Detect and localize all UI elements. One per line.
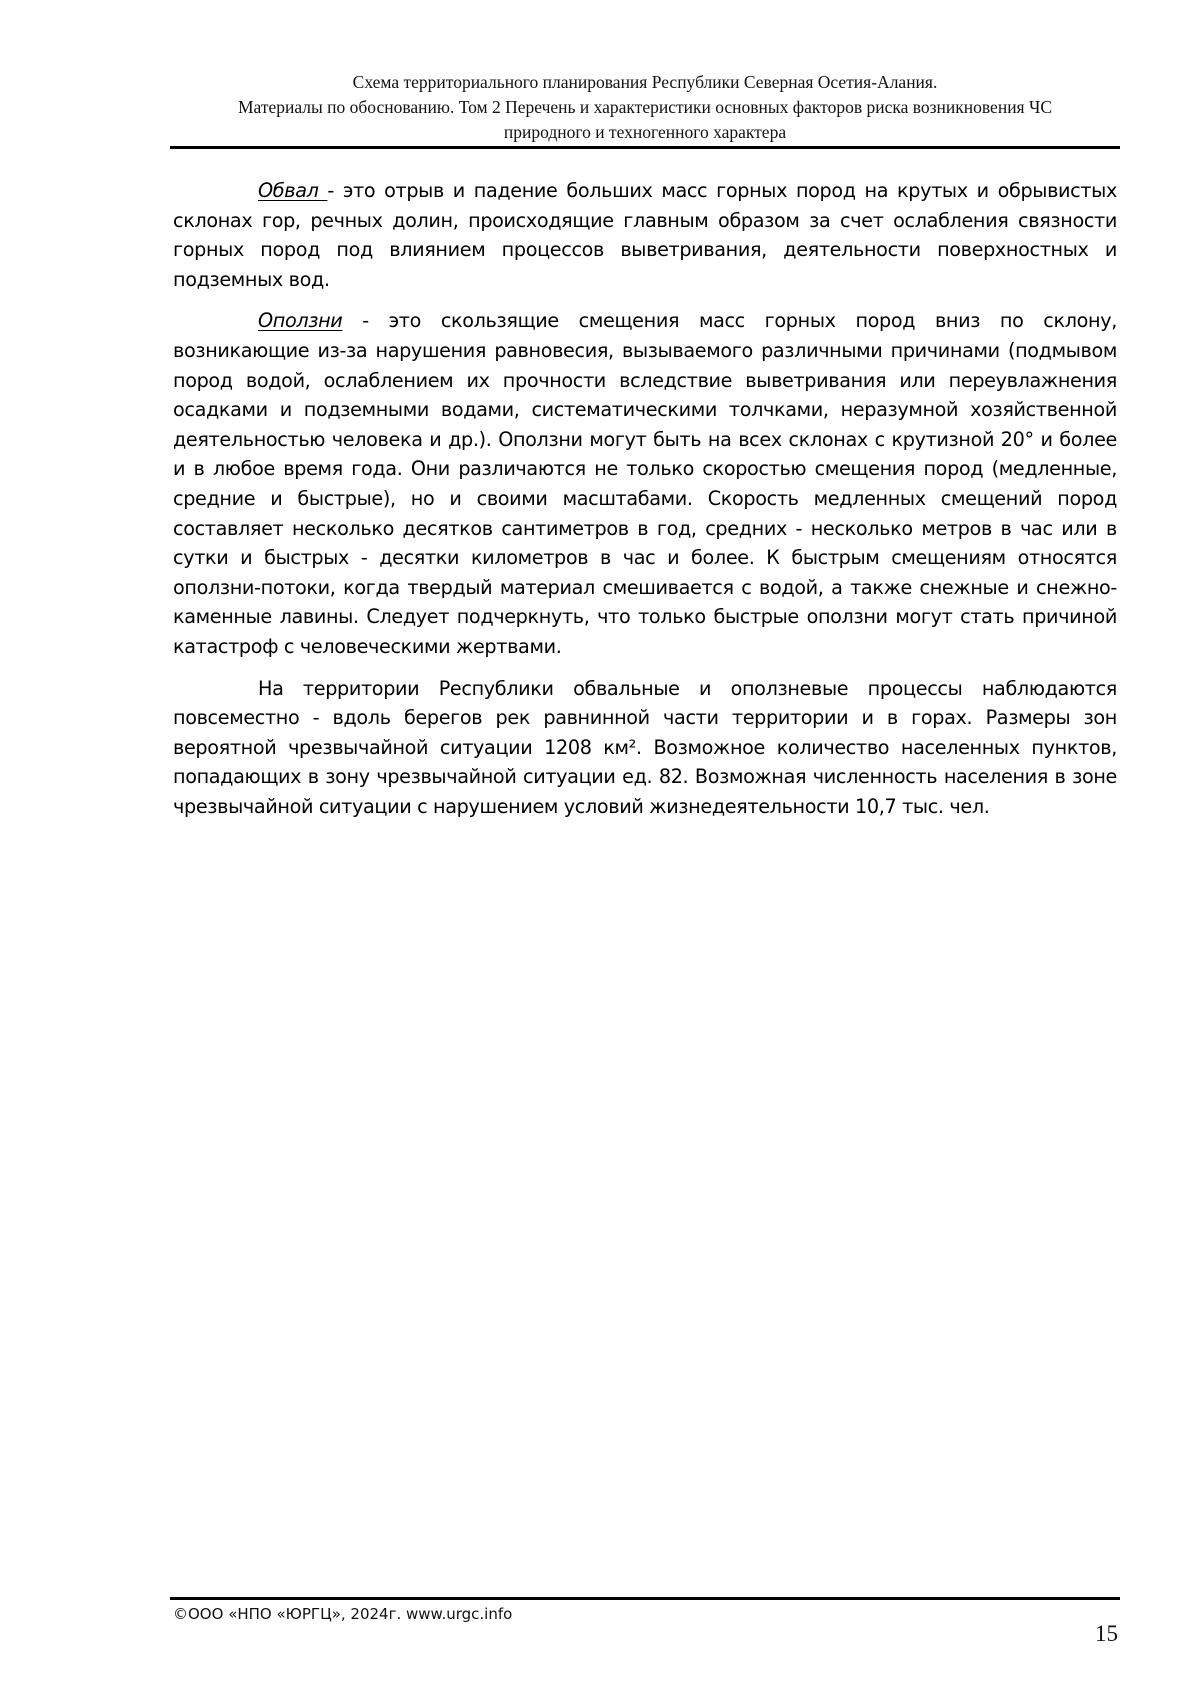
header-subtitle-line-continued: природного и техногенного характера <box>503 122 787 142</box>
paragraph-territory <box>173 674 1117 822</box>
term-obval: Обвал <box>258 179 328 202</box>
footer-divider <box>170 1597 1120 1600</box>
header-divider <box>170 146 1120 149</box>
paragraph-opolzni-text: - это скользящие смещения масс горных пород вниз по склону, возникающие из-за нарушения равновесия, вызываемого различными причинами (подмывом пород водой, ослаблением их прочности вследствие выветривания или переувлажнения осадками и подземными водами, систематическими толчками, неразумной хозяйственной деятельностью человека и др.). Оползни могут быть на всех склонах с крутизной 20° и более и в любое время года. Они различаются не только скоростью смещения пород (медленные, средние и быстрые), но и своими масштабами. Скорость медленных смещений пород составляет несколько десятков сантиметров в год, средних - несколько метров в час или в сутки и быстрых - десятки километров в час и более. К быстрым смещениям относятся оползни-потоки, когда твердый материал смешивается с водой, а также снежные и снежно-каменные лавины. Следует подчеркнуть, что только быстрые оползни могут стать причиной катастроф с человеческими жертвами. <box>173 309 1117 658</box>
paragraph-opolzni <box>173 306 1117 661</box>
header-title-line: Схема территориального планирования Республики Северная Осетия-Алания. <box>352 72 938 92</box>
footer-copyright: ©ООО «НПО «ЮРГЦ», 2024г. www.urgc.info <box>173 1605 513 1623</box>
term-opolzni: Оползни <box>258 309 343 333</box>
page-header <box>170 70 1120 145</box>
paragraph-obval-text: - это отрыв и падение больших масс горных пород на крутых и обрывистых склонах гор, речных долин, происходящие главным образом за счет ослабления связности горных пород под влиянием процессов выветривания, деятельности поверхностных и подземных вод. <box>173 179 1117 291</box>
paragraph-territory-text: На территории Республики обвальные и оползневые процессы наблюдаются повсеместно - вдоль берегов рек равнинной части территории и в горах. Размеры зон вероятной чрезвычайной ситуации 1208 км². Возможное количество населенных пунктов, попадающих в зону чрезвычайной ситуации ед. 82. Возможная численность населения в зоне чрезвычайной ситуации с нарушением условий жизнедеятельности 10,7 тыс. чел. <box>173 676 1117 818</box>
document-body <box>173 176 1117 833</box>
header-subtitle-line: Материалы по обоснованию. Том 2 Перечень и характеристики основных факторов риска возникновения ЧС <box>237 97 1053 117</box>
page-number: 15 <box>1095 1621 1118 1646</box>
paragraph-obval <box>173 176 1117 294</box>
